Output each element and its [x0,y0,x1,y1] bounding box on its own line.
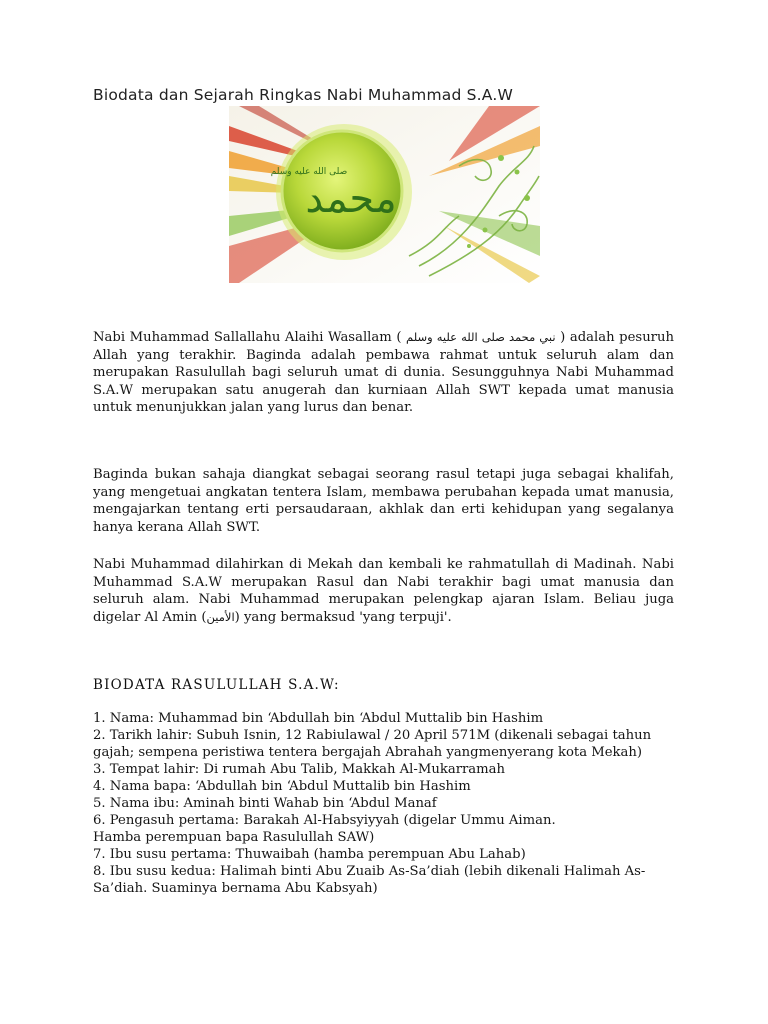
biodata-item: 6. Pengasuh pertama: Barakah Al-Habsyiyyah (digelar Ummu Aiman. [93,813,556,828]
intro-text-start: Nabi Muhammad Sallallahu Alaihi Wasallam ( [93,330,402,345]
biodata-item: 2. Tarikh lahir: Subuh Isnin, 12 Rabiulawal / 20 April 571M (dikenali sebagai tahun gajah; sempena peristiwa tentera bergajah Abrahah yangmenyerang kota Mekah) [93,728,652,760]
arabic-honorific: نبي محمد صلى الله عليه وسلم [406,330,556,344]
biodata-item: 8. Ibu susu kedua: Halimah binti Abu Zuaib As-Sa’diah (lebih dikenali Halimah As-Sa’diah. Suaminya bernama Abu Kabsyah) [93,864,646,896]
biodata-item: 3. Tempat lahir: Di rumah Abu Talib, Makkah Al-Mukarramah [93,762,506,777]
intro-text-end: ) adalah pesuruh Allah yang terakhir. Baginda adalah pembawa rahmat untuk seluruh alam dan merupakan Rasulullah bagi seluruh umat di dunia. Sesungguhnya Nabi Muhammad S.A.W merupakan satu anugerah dan kurniaan Allah SWT kepada umat manusia untuk menunjukkan jalan yang lurus dan benar. [93,330,674,415]
biodata-item: 1. Nama: Muhammad bin ‘Abdullah bin ‘Abdul Muttalib bin Hashim [93,711,544,726]
intro-paragraph [93,329,674,417]
calligraphy-main-text: محمد [305,176,397,222]
calligraphy-banner-image [229,106,540,283]
birth-text-end: ) yang bermaksud 'yang terpuji'. [234,609,452,625]
biodata-item: 7. Ibu susu pertama: Thuwaibah (hamba perempuan Abu Lahab) [93,847,526,862]
birth-text-start: Nabi Muhammad dilahirkan di Mekah dan kembali ke rahmatullah di Madinah. Nabi Muhammad S.A.W merupakan Rasul dan Nabi terakhir bagi umat manusia dan seluruh alam. Nabi Muhammad merupakan pelengkap ajaran Islam. Beliau juga digelar Al Amin ( [93,557,674,625]
biodata-heading: BIODATA RASULULLAH S.A.W: [93,677,340,693]
arabic-al-amin: الأمين [206,609,235,624]
role-paragraph: Baginda bukan sahaja diangkat sebagai seorang rasul tetapi juga sebagai khalifah, yang mengetuai angkatan tentera Islam, membawa perubahan kepada umat manusia, mengajarkan tentang erti persaudaraan, akhlak dan erti kehidupan yang segalanya hanya kerana Allah SWT. [93,467,674,535]
biodata-item: 4. Nama bapa: ‘Abdullah bin ‘Abdul Muttalib bin Hashim [93,779,471,794]
biodata-item: Hamba perempuan bapa Rasulullah SAW) [93,830,375,845]
biodata-list [93,710,674,897]
birth-paragraph [93,556,674,626]
biodata-item: 5. Nama ibu: Aminah binti Wahab bin ‘Abdul Manaf [93,796,437,811]
calligraphy-small-text: صلى الله عليه وسلم [270,167,348,177]
document-title: Biodata dan Sejarah Ringkas Nabi Muhammad S.A.W [93,86,513,104]
